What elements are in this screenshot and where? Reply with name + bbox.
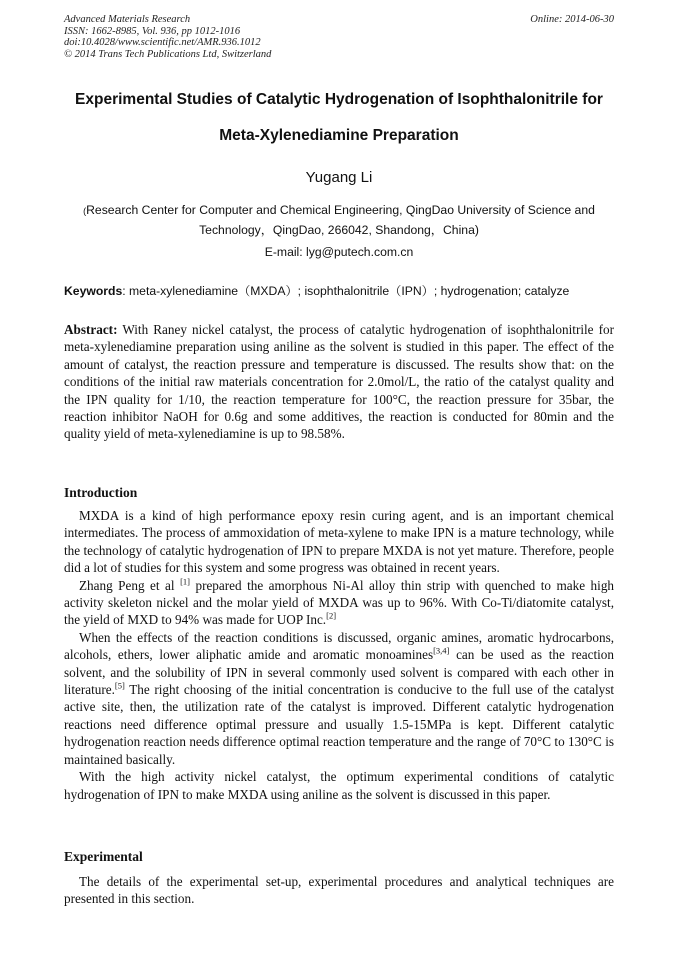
intro-paragraph-4: With the high activity nickel catalyst, the optimum experimental conditions of catalytic hydrogenation of IPN to make MXDA using aniline as the solvent is discussed in this paper. [64,769,614,802]
intro-p3-text-c: The right choosing of the initial concentration is conducive to the full use of the catalyst active site, then, the utilization rate of the catalyst is improved. Different catalytic hydrogenation reactions need difference optimal pressure and usually 1.5-15MPa is kept. Different catalytic hydrogenation reaction needs difference optimal reaction temperature and the range of 70°C to 130°C is maintained basically. [64,682,614,767]
abstract [64,321,614,443]
citation-1: [1] [180,576,190,587]
online-date: Online: 2014-06-30 [530,14,614,25]
citation-3-4: [3,4] [433,645,450,656]
doi-line: doi:10.4028/www.scientific.net/AMR.936.1012 [64,37,261,48]
abstract-text: With Raney nickel catalyst, the process of catalytic hydrogenation of isophthalonitrile for meta-xylenediamine preparation using aniline as the solvent is studied in this paper. The effect of the amount of catalyst, the reaction pressure and temperature is discussed. The results show that: on the conditions of the initial raw materials concentration for 2.0mol/L, the ratio of the catalyst quality and the IPN quality for 1/10, the reaction temperature for 100°C, the reaction pressure for 35bar, the reaction inhibitor NaOH for 0.6g and some additives, the reaction is conducted for 80min and the quality yield of meta-xylenediamine is up to 98.58%. [64,322,614,442]
keywords-text: : meta-xylenediamine（MXDA）; isophthalonitrile（IPN）; hydrogenation; catalyze [122,284,570,298]
intro-p3-text-a: When the effects of the reaction conditions is discussed, organic amines, aromatic hydrocarbons, alcohols, ethers, lower aliphatic amide and aromatic monoamines [64,629,614,663]
citation-5: [5] [114,680,125,691]
intro-p3-text-b: can be used as the reaction solvent, and the solubility of IPN in several commonly used solvent is compared with each other in literature. [64,647,614,698]
affiliation-line-2: Technology，QingDao, 266042, Shandong，China) [199,223,479,237]
abstract-label: Abstract: [64,322,118,337]
affiliation-open-paren: ( [83,206,87,216]
citation-2: [2] [326,611,337,622]
paper-title-line-1: Experimental Studies of Catalytic Hydrogenation of Isophthalonitrile for [75,91,603,108]
issn-line: ISSN: 1662-8985, Vol. 936, pp 1012-1016 [64,25,241,37]
paper-title-line-2: Meta-Xylenediamine Preparation [219,127,459,144]
journal-header [64,14,271,60]
introduction-heading: Introduction [64,485,138,500]
author-name: Yugang Li [305,169,373,186]
introduction-body [64,507,614,803]
intro-paragraph-1: MXDA is a kind of high performance epoxy resin curing agent, and is an important chemical intermediates. The process of ammoxidation of meta-xylene to make IPN is a mature technology, while the technology of catalytic hydrogenation of IPN to prepare MXDA is not yet mature. Therefore, people did a lot of studies for this system and some progress was obtained in recent years. [64,508,614,576]
experimental-body [64,873,614,908]
experimental-heading: Experimental [64,849,143,864]
author-email: E-mail: lyg@putech.com.cn [264,245,414,259]
keywords [64,282,624,300]
affiliation-line-1: Research Center for Computer and Chemical Engineering, QingDao University of Science and [86,203,595,217]
journal-name: Advanced Materials Research [64,14,191,25]
intro-paragraph-2 [64,577,614,629]
affiliation [56,201,622,240]
experimental-paragraph-1: The details of the experimental set-up, experimental procedures and analytical techniques are presented in this section. [64,874,614,907]
intro-p2-text-b: prepared the amorphous Ni-Al alloy thin strip with quenched to make high activity skeleton nickel and the molar yield of MXDA was up to 96%. With Co-Ti/diatomite catalyst, the yield of MXD to 94% was made for UOP Inc. [64,577,615,628]
keywords-label: Keywords [64,284,123,298]
intro-p2-text-a: Zhang Peng et al [79,577,181,593]
copyright-line: © 2014 Trans Tech Publications Ltd, Switzerland [64,48,272,60]
intro-paragraph-3 [64,629,614,768]
